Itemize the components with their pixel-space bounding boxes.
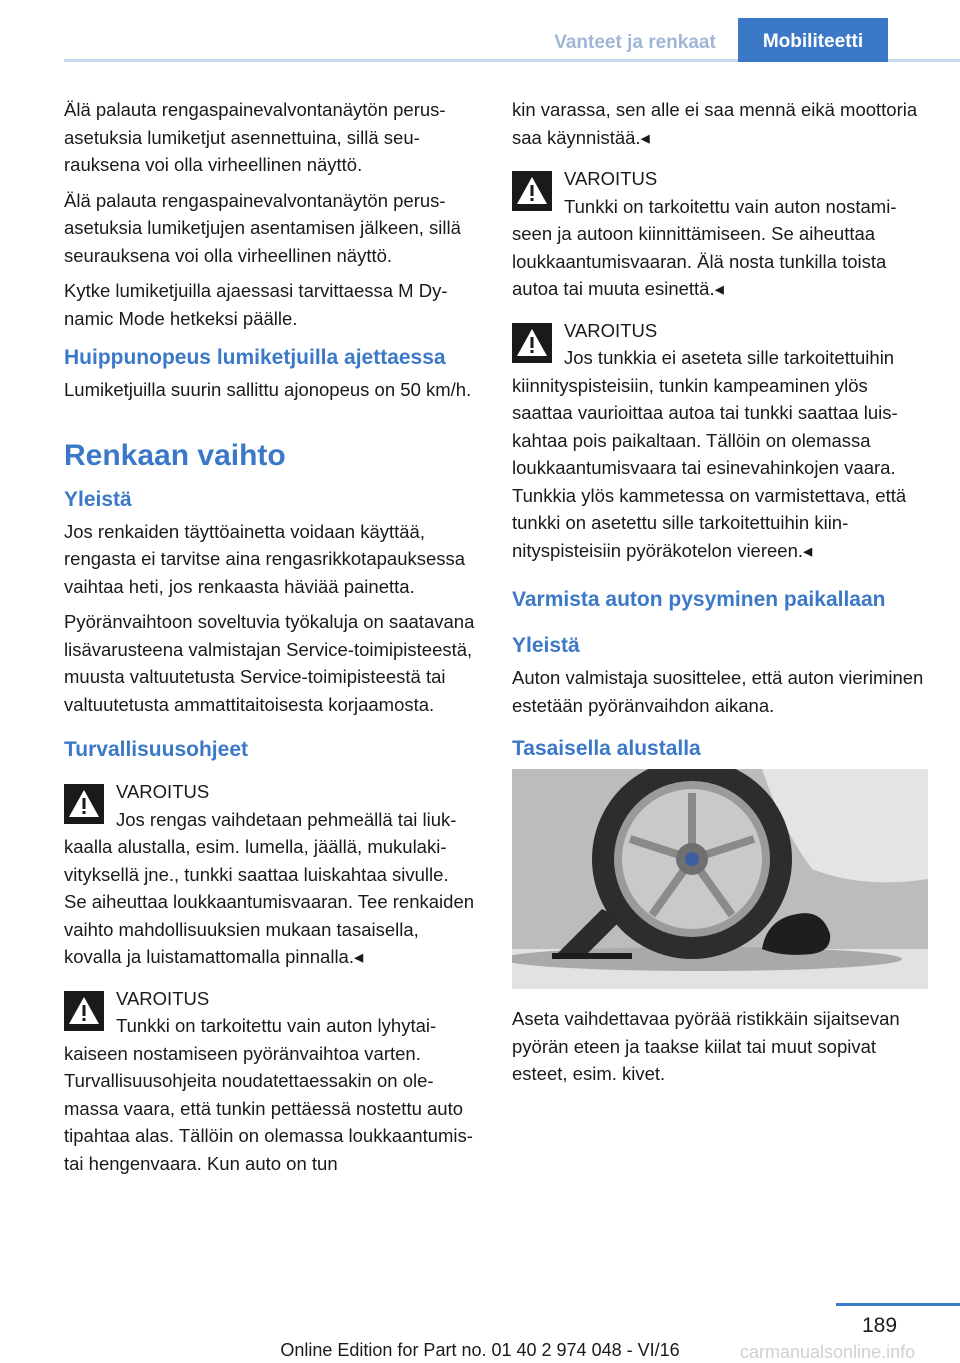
warning-block (512, 317, 928, 565)
warning-title: VAROITUS (564, 168, 658, 189)
wheel-chock-photo (512, 769, 928, 989)
heading-secure-vehicle: Varmista auton pysyminen paikallaan (512, 588, 886, 611)
header-chapter-tab[interactable]: Mobiliteetti (738, 18, 888, 62)
page-number: 189 (862, 1314, 898, 1337)
warning-title: VAROITUS (564, 319, 658, 341)
paragraph: Kytke lumiketjuilla ajaessasi tarvittaessa M Dynamic Mode hetkeksi päälle. (64, 280, 448, 329)
warning-block (512, 165, 928, 303)
warning-triangle-icon (64, 784, 104, 824)
heading-general: Yleistä (512, 634, 580, 657)
heading-top-speed: Huippunopeus lumiketjuilla ajettaessa (64, 346, 446, 369)
paragraph: Älä palauta rengaspainevalvontanäytön perusasetuksia lumiketjujen asentamisen jälkeen, sillä seurauksena voi olla virheellinen näyttö. (64, 189, 461, 266)
warning-title: VAROITUS (116, 781, 210, 802)
warning-text: Tunkki on tarkoitettu vain auton nostamiseen ja autoon kiinnittämiseen. Se aiheuttaa loukkaantumisvaaran. Älä nosta tunkilla toista autoa tai muuta esinettä.◂ (512, 195, 897, 299)
warning-title: VAROITUS (116, 987, 210, 1009)
heading-safety: Turvallisuusohjeet (64, 738, 248, 761)
warning-triangle-icon (512, 323, 552, 363)
warning-triangle-icon (512, 171, 552, 211)
footer-edition: Online Edition for Part no. 01 40 2 974 048 - VI/16 (280, 1340, 680, 1360)
warning-block (64, 985, 476, 1178)
warning-text: Jos rengas vaihdetaan pehmeällä tai liukkaalla alustalla, esim. lumella, jäällä, mukulakivityksellä jne., tunkki saattaa luiskahtaa sivulle. Se aiheuttaa loukkaantumisvaaran. Tee renkaiden vaihto mahdollisuuksien mukaan tasaisella, kovalla ja luistamattomalla pinnalla.◂ (64, 808, 475, 967)
warning-block (64, 778, 476, 971)
heading-general: Yleistä (64, 487, 132, 511)
paragraph: Aseta vaihdettavaa pyörää ristikkäin sijaitsevan pyörän eteen ja taakse kiilat tai muut sopivat esteet, esim. kivet. (512, 1008, 900, 1084)
paragraph: kin varassa, sen alle ei saa mennä eikä moottoria saa käynnistää.◂ (512, 99, 918, 148)
heading-level-ground: Tasaisella alustalla (512, 737, 701, 760)
paragraph: Jos renkaiden täyttöainetta voidaan käyttää, rengasta ei tarvitse aina rengasrikkotapauksessa vaihtaa heti, jos renkaasta häviää painetta. (64, 520, 466, 597)
page-number-rule (836, 1303, 960, 1306)
paragraph: Pyöränvaihtoon soveltuvia työkaluja on saatavana lisävarusteena valmistajan Service-toimipisteestä, muusta valtuutetusta Service-toimipisteestä tai valtuutetusta ammattitaitoisesta korjaamosta. (64, 611, 475, 715)
header-section-tab[interactable]: Vanteet ja renkaat (554, 32, 716, 53)
paragraph: Auton valmistaja suosittelee, että auton vieriminen estetään pyöränvaihdon aikana. (512, 667, 924, 716)
left-column (64, 96, 476, 1191)
right-column (512, 96, 928, 1096)
watermark: carmanualsonline.info (740, 1342, 916, 1362)
paragraph: Lumiketjuilla suurin sallittu ajonopeus on 50 km/h. (64, 379, 472, 400)
warning-text: Jos tunkkia ei aseteta sille tarkoitettuihin kiinnityspisteisiin, tunkin kampeaminen ylös saattaa vaurioittaa autoa tai tunkki saattaa luiskahtaa pois paikaltaan. Tällöin on olemassa loukkaantumisvaara tai esinevahinkojen vaara. Tunkkia ylös kammetessa on varmistettava, että tunkki on asetettu sille tarkoitettuihin kiinnityspisteisiin pyöräkotelon viereen.◂ (512, 347, 907, 561)
paragraph: Älä palauta rengaspainevalvontanäytön perusasetuksia lumiketjut asennettuina, sillä seurauksena voi olla virheellinen näyttö. (64, 99, 446, 175)
heading-tyre-change: Renkaan vaihto (64, 438, 286, 472)
warning-triangle-icon (64, 991, 104, 1031)
warning-text: Tunkki on tarkoitettu vain auton lyhytaikaiseen nostamiseen pyöränvaihtoa varten. Turvallisuusohjeita noudatettaessakin on olemassa vaara, että tunkin pettäessä nostettu auto tipahtaa alas. Tällöin on olemassa loukkaantumis- tai hengenvaara. Kun auto on tun (64, 1015, 473, 1174)
